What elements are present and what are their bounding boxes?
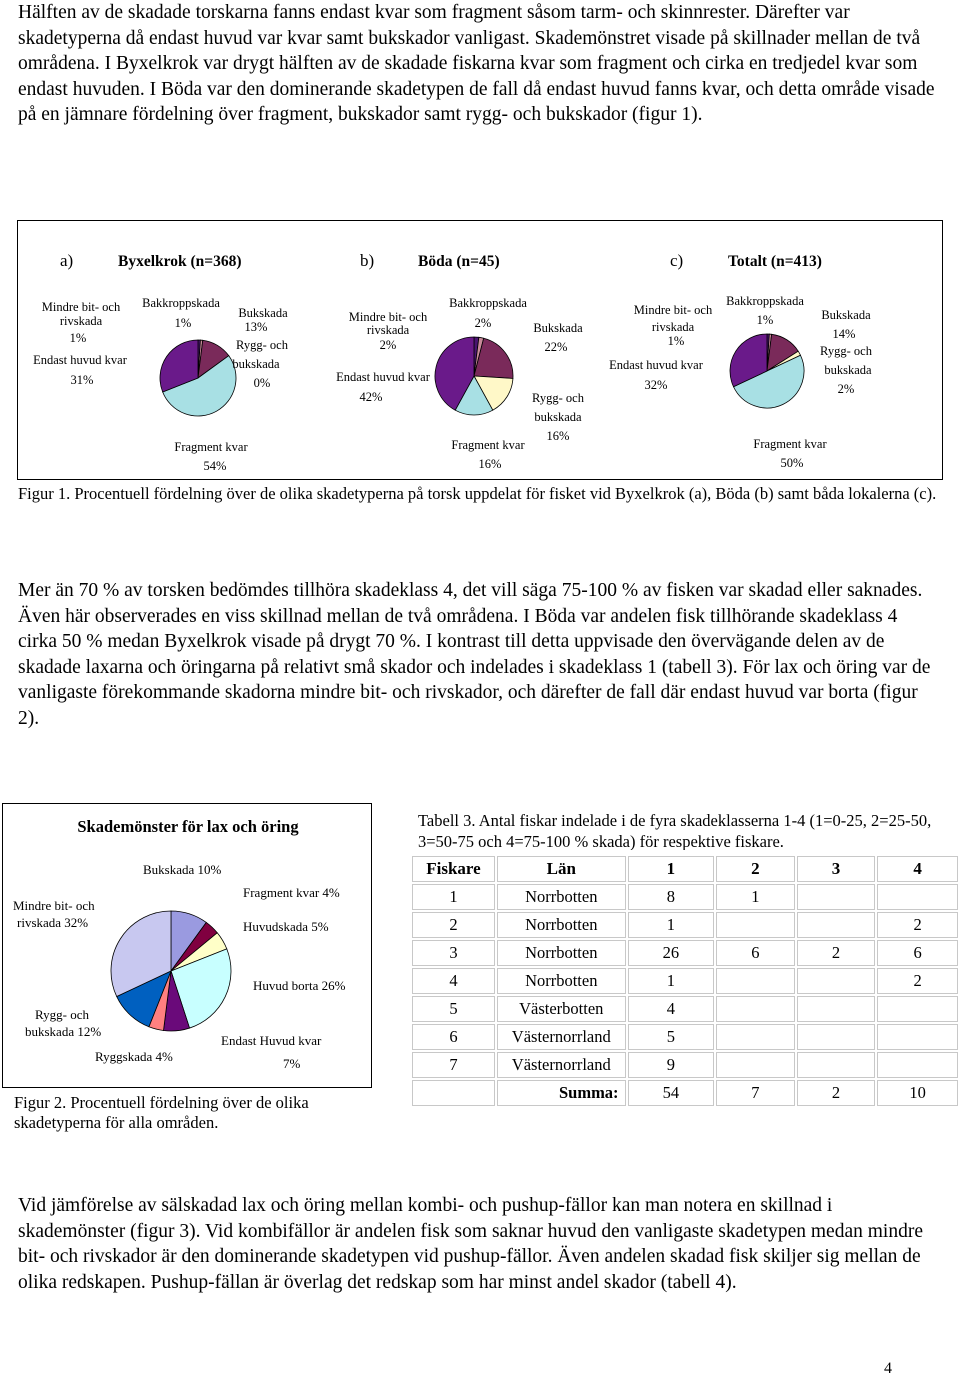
table-cell bbox=[797, 912, 876, 938]
table-cell bbox=[877, 1024, 958, 1050]
table-cell: 5 bbox=[412, 996, 495, 1022]
table-cell bbox=[877, 884, 958, 910]
table-cell: 2 bbox=[797, 940, 876, 966]
table-cell: Norrbotten bbox=[497, 912, 626, 938]
label-rygg: Rygg- och bbox=[532, 391, 584, 405]
label-buk: Bukskada 10% bbox=[143, 862, 222, 877]
chart-letter: a) bbox=[60, 251, 74, 270]
label-huvud: Endast huvud kvar bbox=[609, 358, 703, 372]
label-huvud: Endast huvud kvar bbox=[336, 370, 430, 384]
label-rygg-pct: 16% bbox=[546, 429, 570, 443]
label-mindre: rivskada bbox=[651, 320, 695, 334]
table-3-caption: Tabell 3. Antal fiskar indelade i de fyra skadeklasserna 1-4 (1=0-25, 2=25-50, 3=50-75 och 4=75-100 % skada) för respektive fiskare. bbox=[418, 811, 932, 850]
label-fragment: Fragment kvar 4% bbox=[243, 885, 340, 900]
label-fragment-pct: 16% bbox=[478, 457, 502, 471]
table-header-cell: 4 bbox=[877, 856, 958, 882]
table-header-cell: Fiskare bbox=[412, 856, 495, 882]
table-cell: 2 bbox=[412, 912, 495, 938]
table-header-cell: 1 bbox=[628, 856, 715, 882]
figure-1 bbox=[17, 220, 943, 480]
table-sum-cell: 7 bbox=[716, 1080, 795, 1106]
label-mindre: Mindre bit- och bbox=[633, 303, 713, 317]
chart-title: Böda (n=45) bbox=[418, 253, 500, 270]
figure-1-caption: Figur 1. Procentuell fördelning över de olika skadetyperna på torsk uppdelat för fisket vid Byxelkrok (a), Böda (b) samt båda lokalerna (c). bbox=[18, 484, 937, 503]
table-cell bbox=[716, 1052, 795, 1078]
table-cell bbox=[797, 968, 876, 994]
label-huvud-pct: 31% bbox=[70, 373, 94, 387]
table-cell: 7 bbox=[412, 1052, 495, 1078]
label-mindre-pct: 1% bbox=[69, 331, 87, 345]
table-row bbox=[412, 912, 958, 938]
label-endast: Endast Huvud kvar bbox=[221, 1033, 322, 1048]
label-ryggbuk: Rygg- och bbox=[35, 1007, 89, 1022]
chart-title: Byxelkrok (n=368) bbox=[118, 253, 242, 270]
label-mindre-pct: 2% bbox=[379, 338, 397, 352]
label-bakkropp: Bakkroppskada bbox=[449, 296, 527, 310]
label-rygg-pct: 2% bbox=[837, 382, 855, 396]
label-rygg: Rygg- och bbox=[236, 338, 288, 352]
table-cell: 26 bbox=[628, 940, 715, 966]
table-cell: 4 bbox=[412, 968, 495, 994]
table-cell: Västernorrland bbox=[497, 1024, 626, 1050]
label-mindre: Mindre bit- och bbox=[41, 300, 121, 314]
table-sum-cell: 2 bbox=[797, 1080, 876, 1106]
label-endast-pct: 7% bbox=[283, 1056, 301, 1071]
label-buk: Bukskada bbox=[533, 321, 583, 335]
table-cell: 5 bbox=[628, 1024, 715, 1050]
table-cell bbox=[716, 996, 795, 1022]
table-cell: 6 bbox=[877, 940, 958, 966]
page-number: 4 bbox=[884, 1360, 892, 1377]
label-fragment: Fragment kvar bbox=[753, 437, 827, 451]
label-fragment: Fragment kvar bbox=[451, 438, 525, 452]
table-cell bbox=[716, 968, 795, 994]
label-fragment-pct: 54% bbox=[203, 459, 227, 473]
table-cell: 9 bbox=[628, 1052, 715, 1078]
label-buk: Bukskada bbox=[821, 308, 871, 322]
figure-2-caption: Figur 2. Procentuell fördelning över de olika skadetyperna för alla områden. bbox=[14, 1093, 309, 1132]
table-row bbox=[412, 940, 958, 966]
label-buk-pct: 22% bbox=[544, 340, 568, 354]
label-fragment-pct: 50% bbox=[780, 456, 804, 470]
chart-title: Totalt (n=413) bbox=[728, 253, 822, 270]
table-sum-label: Summa: bbox=[497, 1080, 626, 1106]
table-cell: 2 bbox=[877, 912, 958, 938]
label-huvudborta: Huvud borta 26% bbox=[253, 978, 346, 993]
label-rygg: bukskada bbox=[824, 363, 872, 377]
label-fragment: Fragment kvar bbox=[174, 440, 248, 454]
paragraph-intro: Hälften av de skadade torskarna fanns endast kvar som fragment såsom tarm- och skinnrester. Därefter var skadetyperna då endast huvud var kvar samt bukskador vanligast. Skademönstret visade på skillnader mellan de två områdena. I Byxelkrok var drygt hälften av de skadade fiskarna kvar som fragment och cirka en tredjedel kvar som endast huvuden. I Böda var den dominerande skadetypen de fall då endast huvud fanns kvar, och detta område visade på en jämnare fördelning över fragment, bukskador samt rygg- och bukskador (figur 1). bbox=[18, 2, 935, 125]
paragraph-gear-comparison: Vid jämförelse av sälskadad lax och öring mellan kombi- och pushup-fällor kan man notera en skillnad i skademönster (figur 3). Vid kombifällor är andelen fisk som saknar huvud den vanligaste skadetypen medan mindre bit- och rivskador är den dominerande skadetypen vid pushup-fällor. Även andelen skadad fisk skiljer sig mellan de olika redskapen. Pushup-fällan är överlag det redskap som har minst andel skador (tabell 4). bbox=[18, 1195, 923, 1293]
table-cell: 2 bbox=[877, 968, 958, 994]
pie-chart-2 bbox=[609, 251, 873, 470]
table-header-row bbox=[412, 856, 958, 882]
chart-letter: b) bbox=[360, 251, 375, 270]
pie-chart-1 bbox=[336, 251, 585, 471]
label-mindre-pct: 1% bbox=[667, 334, 685, 348]
table-row bbox=[412, 1052, 958, 1078]
table-row bbox=[412, 884, 958, 910]
table-cell bbox=[797, 884, 876, 910]
table-row bbox=[412, 1024, 958, 1050]
label-buk-pct: 14% bbox=[832, 327, 856, 341]
label-bakkropp: Bakkroppskada bbox=[726, 294, 804, 308]
label-huvudskada: Huvudskada 5% bbox=[243, 919, 329, 934]
label-mindre: rivskada 32% bbox=[17, 915, 89, 930]
table-sum-cell: 54 bbox=[628, 1080, 715, 1106]
table-cell: 8 bbox=[628, 884, 715, 910]
table-cell bbox=[716, 912, 795, 938]
table-cell: 1 bbox=[716, 884, 795, 910]
label-huvud: Endast huvud kvar bbox=[33, 353, 127, 367]
table-3 bbox=[410, 854, 960, 1108]
label-huvud-pct: 42% bbox=[359, 390, 383, 404]
label-mindre: Mindre bit- och bbox=[348, 310, 428, 324]
table-row bbox=[412, 968, 958, 994]
label-bakkropp-pct: 1% bbox=[174, 316, 192, 330]
paragraph-damage-class: Mer än 70 % av torsken bedömdes tillhöra skadeklass 4, det vill säga 75-100 % av fisken var skadad eller saknades. Även här observerades en viss skillnad mellan de två områdena. I Böda var andelen fisk tillhörande skadeklass 4 cirka 50 % medan Byxelkrok visade på drygt 70 %. I kontrast till detta uppvisade den övervägande delen av de skadade laxarna och öringarna på relativt små skador och indelades i skadeklass 1 (tabell 3). För lax och öring var de vanligaste förekommande skadorna mindre bit- och rivskador, och därefter de fall där endast huvud var borta (figur 2). bbox=[18, 580, 931, 729]
table-cell: Norrbotten bbox=[497, 968, 626, 994]
table-cell bbox=[797, 996, 876, 1022]
label-ryggbuk: bukskada 12% bbox=[25, 1024, 102, 1039]
table-sum-cell: 10 bbox=[877, 1080, 958, 1106]
table-cell bbox=[797, 1052, 876, 1078]
table-row bbox=[412, 996, 958, 1022]
table-cell bbox=[877, 1052, 958, 1078]
table-cell bbox=[716, 1024, 795, 1050]
figure-2 bbox=[2, 803, 372, 1088]
table-cell: 6 bbox=[412, 1024, 495, 1050]
label-ryggskada: Ryggskada 4% bbox=[95, 1049, 173, 1064]
table-cell: 6 bbox=[716, 940, 795, 966]
label-buk: Bukskada bbox=[238, 306, 288, 320]
label-bakkropp-pct: 1% bbox=[756, 313, 774, 327]
table-cell: Västerbotten bbox=[497, 996, 626, 1022]
label-bakkropp-pct: 2% bbox=[474, 316, 492, 330]
figure-2-title: Skademönster för lax och öring bbox=[77, 817, 299, 836]
table-cell: 1 bbox=[628, 968, 715, 994]
label-rygg-pct: 0% bbox=[253, 376, 271, 390]
label-huvud-pct: 32% bbox=[644, 378, 668, 392]
label-rygg: bukskada bbox=[534, 410, 582, 424]
pie-chart-0 bbox=[33, 251, 289, 473]
label-bakkropp: Bakkroppskada bbox=[142, 296, 220, 310]
table-cell: Västernorrland bbox=[497, 1052, 626, 1078]
table-cell: Norrbotten bbox=[497, 940, 626, 966]
label-mindre: Mindre bit- och bbox=[13, 898, 95, 913]
table-sum-row bbox=[412, 1080, 958, 1106]
figure-1-pies bbox=[18, 221, 944, 481]
table-cell bbox=[797, 1024, 876, 1050]
table-cell bbox=[412, 1080, 495, 1106]
chart-letter: c) bbox=[670, 251, 684, 270]
table-cell: 1 bbox=[628, 912, 715, 938]
label-rygg: bukskada bbox=[232, 357, 280, 371]
table-header-cell: Län bbox=[497, 856, 626, 882]
label-rygg: Rygg- och bbox=[820, 344, 872, 358]
table-cell: 1 bbox=[412, 884, 495, 910]
label-mindre: rivskada bbox=[59, 314, 103, 328]
table-cell: Norrbotten bbox=[497, 884, 626, 910]
table-header-cell: 3 bbox=[797, 856, 876, 882]
table-header-cell: 2 bbox=[716, 856, 795, 882]
label-mindre: rivskada bbox=[366, 323, 410, 337]
label-buk-pct: 13% bbox=[244, 320, 268, 334]
table-cell bbox=[877, 996, 958, 1022]
table-cell: 4 bbox=[628, 996, 715, 1022]
table-cell: 3 bbox=[412, 940, 495, 966]
figure-2-pie bbox=[3, 804, 371, 1087]
